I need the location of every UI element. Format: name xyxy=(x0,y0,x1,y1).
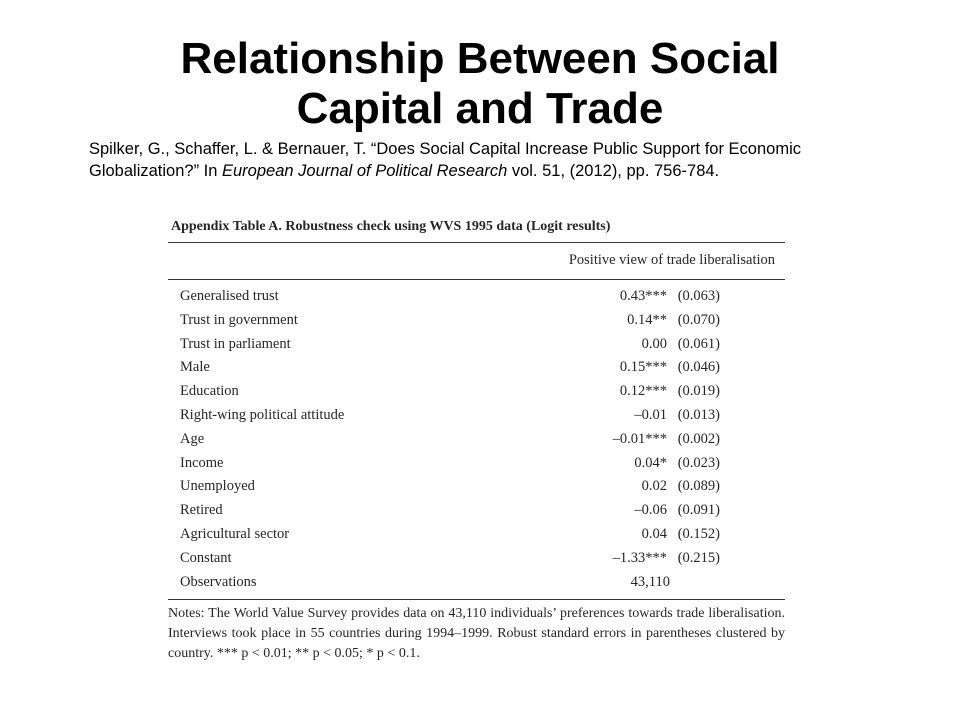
row-coefficient: 0.12*** xyxy=(619,383,667,400)
row-coefficient: –1.33*** xyxy=(612,549,667,566)
row-label: Trust in parliament xyxy=(180,335,291,352)
table-row xyxy=(168,308,785,332)
row-label: Education xyxy=(180,383,239,400)
table-header-row xyxy=(168,243,785,279)
table-row xyxy=(168,332,785,356)
table-row-observations xyxy=(168,570,785,594)
row-label: Retired xyxy=(180,502,223,519)
row-coefficient: 0.04* xyxy=(634,454,667,471)
row-standard-error: (0.063) xyxy=(677,288,720,304)
row-standard-error: (0.070) xyxy=(677,311,720,328)
slide-title-line-1: Relationship Between Social xyxy=(180,34,780,83)
row-standard-error: (0.215) xyxy=(677,549,720,566)
row-coefficient: 0.02 xyxy=(641,478,667,495)
row-coefficient: 0.43*** xyxy=(619,288,667,304)
citation-authors: Spilker, G., Schaffer, L. & Bernauer, T. “Does Social Capital Increase Public Support for Economic Globalization?” In xyxy=(89,140,801,180)
row-label: Male xyxy=(180,359,210,376)
table-row xyxy=(168,474,785,498)
table-notes: Notes: The World Value Survey provides data on 43,110 individuals’ preferences towards trade liberalisation. Interviews took place in 55 countries during 1994–1999. Robust standard errors in parentheses clustered by country. *** p < 0.01; ** p < 0.05; * p < 0.1. xyxy=(168,606,785,662)
observations-label: Observations xyxy=(180,573,257,590)
row-coefficient: 0.00 xyxy=(641,335,667,352)
row-standard-error: (0.089) xyxy=(677,478,720,495)
table-row xyxy=(168,403,785,427)
row-coefficient: 0.04 xyxy=(641,525,667,542)
row-standard-error: (0.023) xyxy=(677,454,720,471)
row-label: Income xyxy=(180,454,224,471)
table-row xyxy=(168,522,785,546)
row-label: Age xyxy=(180,430,205,447)
row-label: Trust in government xyxy=(180,311,298,328)
table-caption: Appendix Table A. Robustness check using WVS 1995 data (Logit results) xyxy=(171,219,611,234)
row-standard-error: (0.019) xyxy=(677,383,720,400)
row-label: Agricultural sector xyxy=(180,525,290,542)
table-row xyxy=(168,284,785,308)
table-row xyxy=(168,427,785,451)
slide-title-line-2: Capital and Trade xyxy=(296,84,664,133)
row-standard-error: (0.091) xyxy=(677,502,720,519)
row-standard-error: (0.061) xyxy=(677,335,720,352)
row-label: Unemployed xyxy=(180,478,255,495)
citation-details: vol. 51, (2012), pp. 756-784. xyxy=(507,162,720,180)
row-coefficient: –0.01 xyxy=(634,406,667,423)
appendix-table xyxy=(168,216,785,664)
row-label: Constant xyxy=(180,549,232,566)
row-standard-error: (0.046) xyxy=(677,359,720,376)
table-row xyxy=(168,451,785,475)
row-label: Right-wing political attitude xyxy=(180,406,345,423)
table-row xyxy=(168,546,785,570)
table-row xyxy=(168,355,785,379)
table-row xyxy=(168,379,785,403)
row-standard-error: (0.002) xyxy=(677,430,720,447)
row-coefficient: 0.15*** xyxy=(619,359,667,376)
column-header: Positive view of trade liberalisation xyxy=(568,252,775,268)
slide-title xyxy=(0,34,960,134)
row-standard-error: (0.013) xyxy=(677,406,720,423)
citation xyxy=(89,138,909,182)
table-body xyxy=(168,280,785,599)
observations-value: 43,110 xyxy=(630,573,670,590)
citation-journal: European Journal of Political Research xyxy=(222,162,508,180)
row-coefficient: –0.01*** xyxy=(612,430,667,447)
row-standard-error: (0.152) xyxy=(677,525,720,542)
table-row xyxy=(168,498,785,522)
row-label: Generalised trust xyxy=(180,288,279,304)
row-coefficient: –0.06 xyxy=(634,502,667,519)
row-coefficient: 0.14** xyxy=(627,311,667,328)
